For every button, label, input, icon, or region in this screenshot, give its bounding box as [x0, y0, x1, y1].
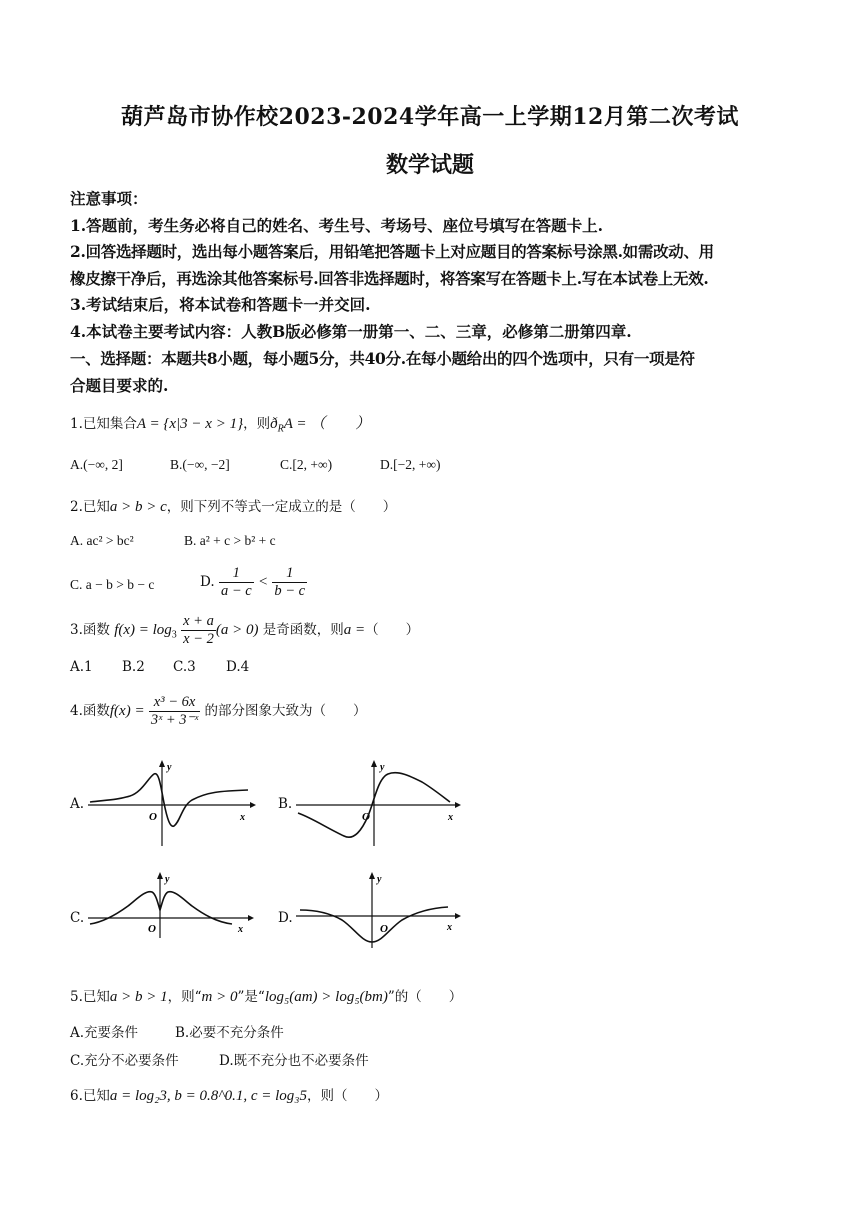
- note-item: 橡皮擦干净后，再选涂其他答案标号.回答非选择题时，将答案写在答题卡上.写在本试卷上无效.: [70, 268, 709, 288]
- question-6-stem: 6.已知a = log₂3, b = 0.8^0.1, c = log₃5，则（ ）: [70, 1088, 389, 1104]
- origin-label: O: [149, 811, 157, 823]
- question-3-stem: 3.函数 $f(x) = \log_3$ $\frac{x + a}{x - 2}$ (a > 0) 是奇函数，则a =（ ）: [70, 613, 420, 647]
- notes-heading: 注意事项：: [70, 189, 148, 208]
- note-item: 2.回答选择题时，选出每小题答案后，用铅笔把答题卡上对应题目的答案标号涂黑.如需改动、用: [70, 242, 714, 261]
- q1-option-d: D.[−2, +∞): [380, 457, 441, 472]
- fraction: $\frac{1}{b - c}$: [274, 565, 306, 599]
- graph-b: [292, 758, 462, 848]
- curve: [90, 892, 232, 924]
- x-axis-label: x: [448, 812, 453, 823]
- question-4-stem: 4.函数f(x) = $\frac{\text{x³ − 6x}}{\text{3ˣ + 3⁻ˣ}}$ 的部分图象大致为（ ）: [70, 694, 367, 728]
- q5-option-a: A.充要条件: [70, 1025, 139, 1041]
- y-axis-label: y: [380, 762, 385, 773]
- graph-d: [292, 870, 462, 950]
- graph-c-label: C.: [70, 910, 85, 926]
- q1-option-b: B.(−∞, −2]: [170, 457, 230, 472]
- x-axis-label: x: [447, 922, 452, 933]
- origin-label: O: [148, 923, 156, 935]
- q2-option-c: C. a − b > b − c: [70, 577, 155, 592]
- q2-option-d: D. $\frac{1}{a - c}$ < $\frac{1}{b - c}$: [200, 565, 306, 599]
- exam-title: 葫芦岛市协作校2023-2024学年高一上学期12月第二次考试: [121, 104, 739, 130]
- q5-option-d: D.既不充分也不必要条件: [219, 1053, 369, 1069]
- graph-d-label: D.: [278, 910, 293, 926]
- note-item: 1.答题前，考生务必将自己的姓名、考生号、考场号、座位号填写在答题卡上.: [70, 215, 604, 235]
- origin-label: O: [380, 923, 388, 935]
- note-item: 4.本试卷主要考试内容：人教B版必修第一册第一、二、三章，必修第二册第四章.: [70, 321, 632, 341]
- origin-label: O: [362, 811, 370, 823]
- graph-a-label: A.: [70, 796, 85, 812]
- q5-option-b: B.必要不充分条件: [175, 1025, 284, 1041]
- question-2-stem: 2.已知a > b > c，则下列不等式一定成立的是（ ）: [70, 499, 397, 515]
- q1-set: A = {x|3 − x > 1}: [136, 416, 244, 432]
- note-item: 3.考试结束后，将本试卷和答题卡一并交回.: [70, 295, 371, 314]
- graph-b-label: B.: [278, 796, 293, 812]
- section-line: 合题目要求的.: [70, 375, 169, 395]
- y-axis-label: y: [167, 762, 172, 773]
- section-line: 一、选择题：本题共8小题，每小题5分，共40分.在每小题给出的四个选项中，只有一项是符: [70, 349, 695, 368]
- exam-subtitle: 数学试题: [385, 152, 474, 178]
- curve: [300, 907, 448, 942]
- fraction: $\frac{1}{a - c}$: [220, 565, 252, 599]
- graph-a: [82, 758, 257, 848]
- x-axis-label: x: [238, 924, 243, 935]
- fraction: $\frac{\text{x³ − 6x}}{\text{3ˣ + 3⁻ˣ}}$: [150, 694, 199, 728]
- q3-option-c: C.3: [173, 659, 196, 675]
- x-axis-label: x: [240, 812, 245, 823]
- question-1-stem: 1.已知集合A = {x|3 − x > 1}，则$ð_RA$ = （ ）: [70, 416, 371, 435]
- q1-option-c: C.[2, +∞): [280, 457, 333, 472]
- q5-option-c: C.充分不必要条件: [70, 1053, 179, 1069]
- q3-option-d: D.4: [226, 659, 250, 675]
- q3-option-a: A.1: [70, 659, 93, 675]
- notes-block: [70, 186, 800, 345]
- y-axis-label: y: [165, 874, 170, 885]
- q3-option-b: B.2: [122, 659, 145, 675]
- question-5-stem: 5.已知a > b > 1，则“m > 0”是“log₅(am) > log₅(bm)”的（ ）: [70, 989, 463, 1005]
- q2-option-a: A. ac² > bc²: [70, 533, 134, 548]
- q1-option-a: A.(−∞, 2]: [70, 457, 123, 472]
- q2-option-b: B. a² + c > b² + c: [184, 533, 276, 548]
- curve: [90, 774, 248, 827]
- section-heading: [70, 346, 800, 399]
- y-axis-label: y: [377, 874, 382, 885]
- graph-c: [82, 870, 257, 940]
- fraction: $\frac{x + a}{x - 2}$: [183, 613, 214, 647]
